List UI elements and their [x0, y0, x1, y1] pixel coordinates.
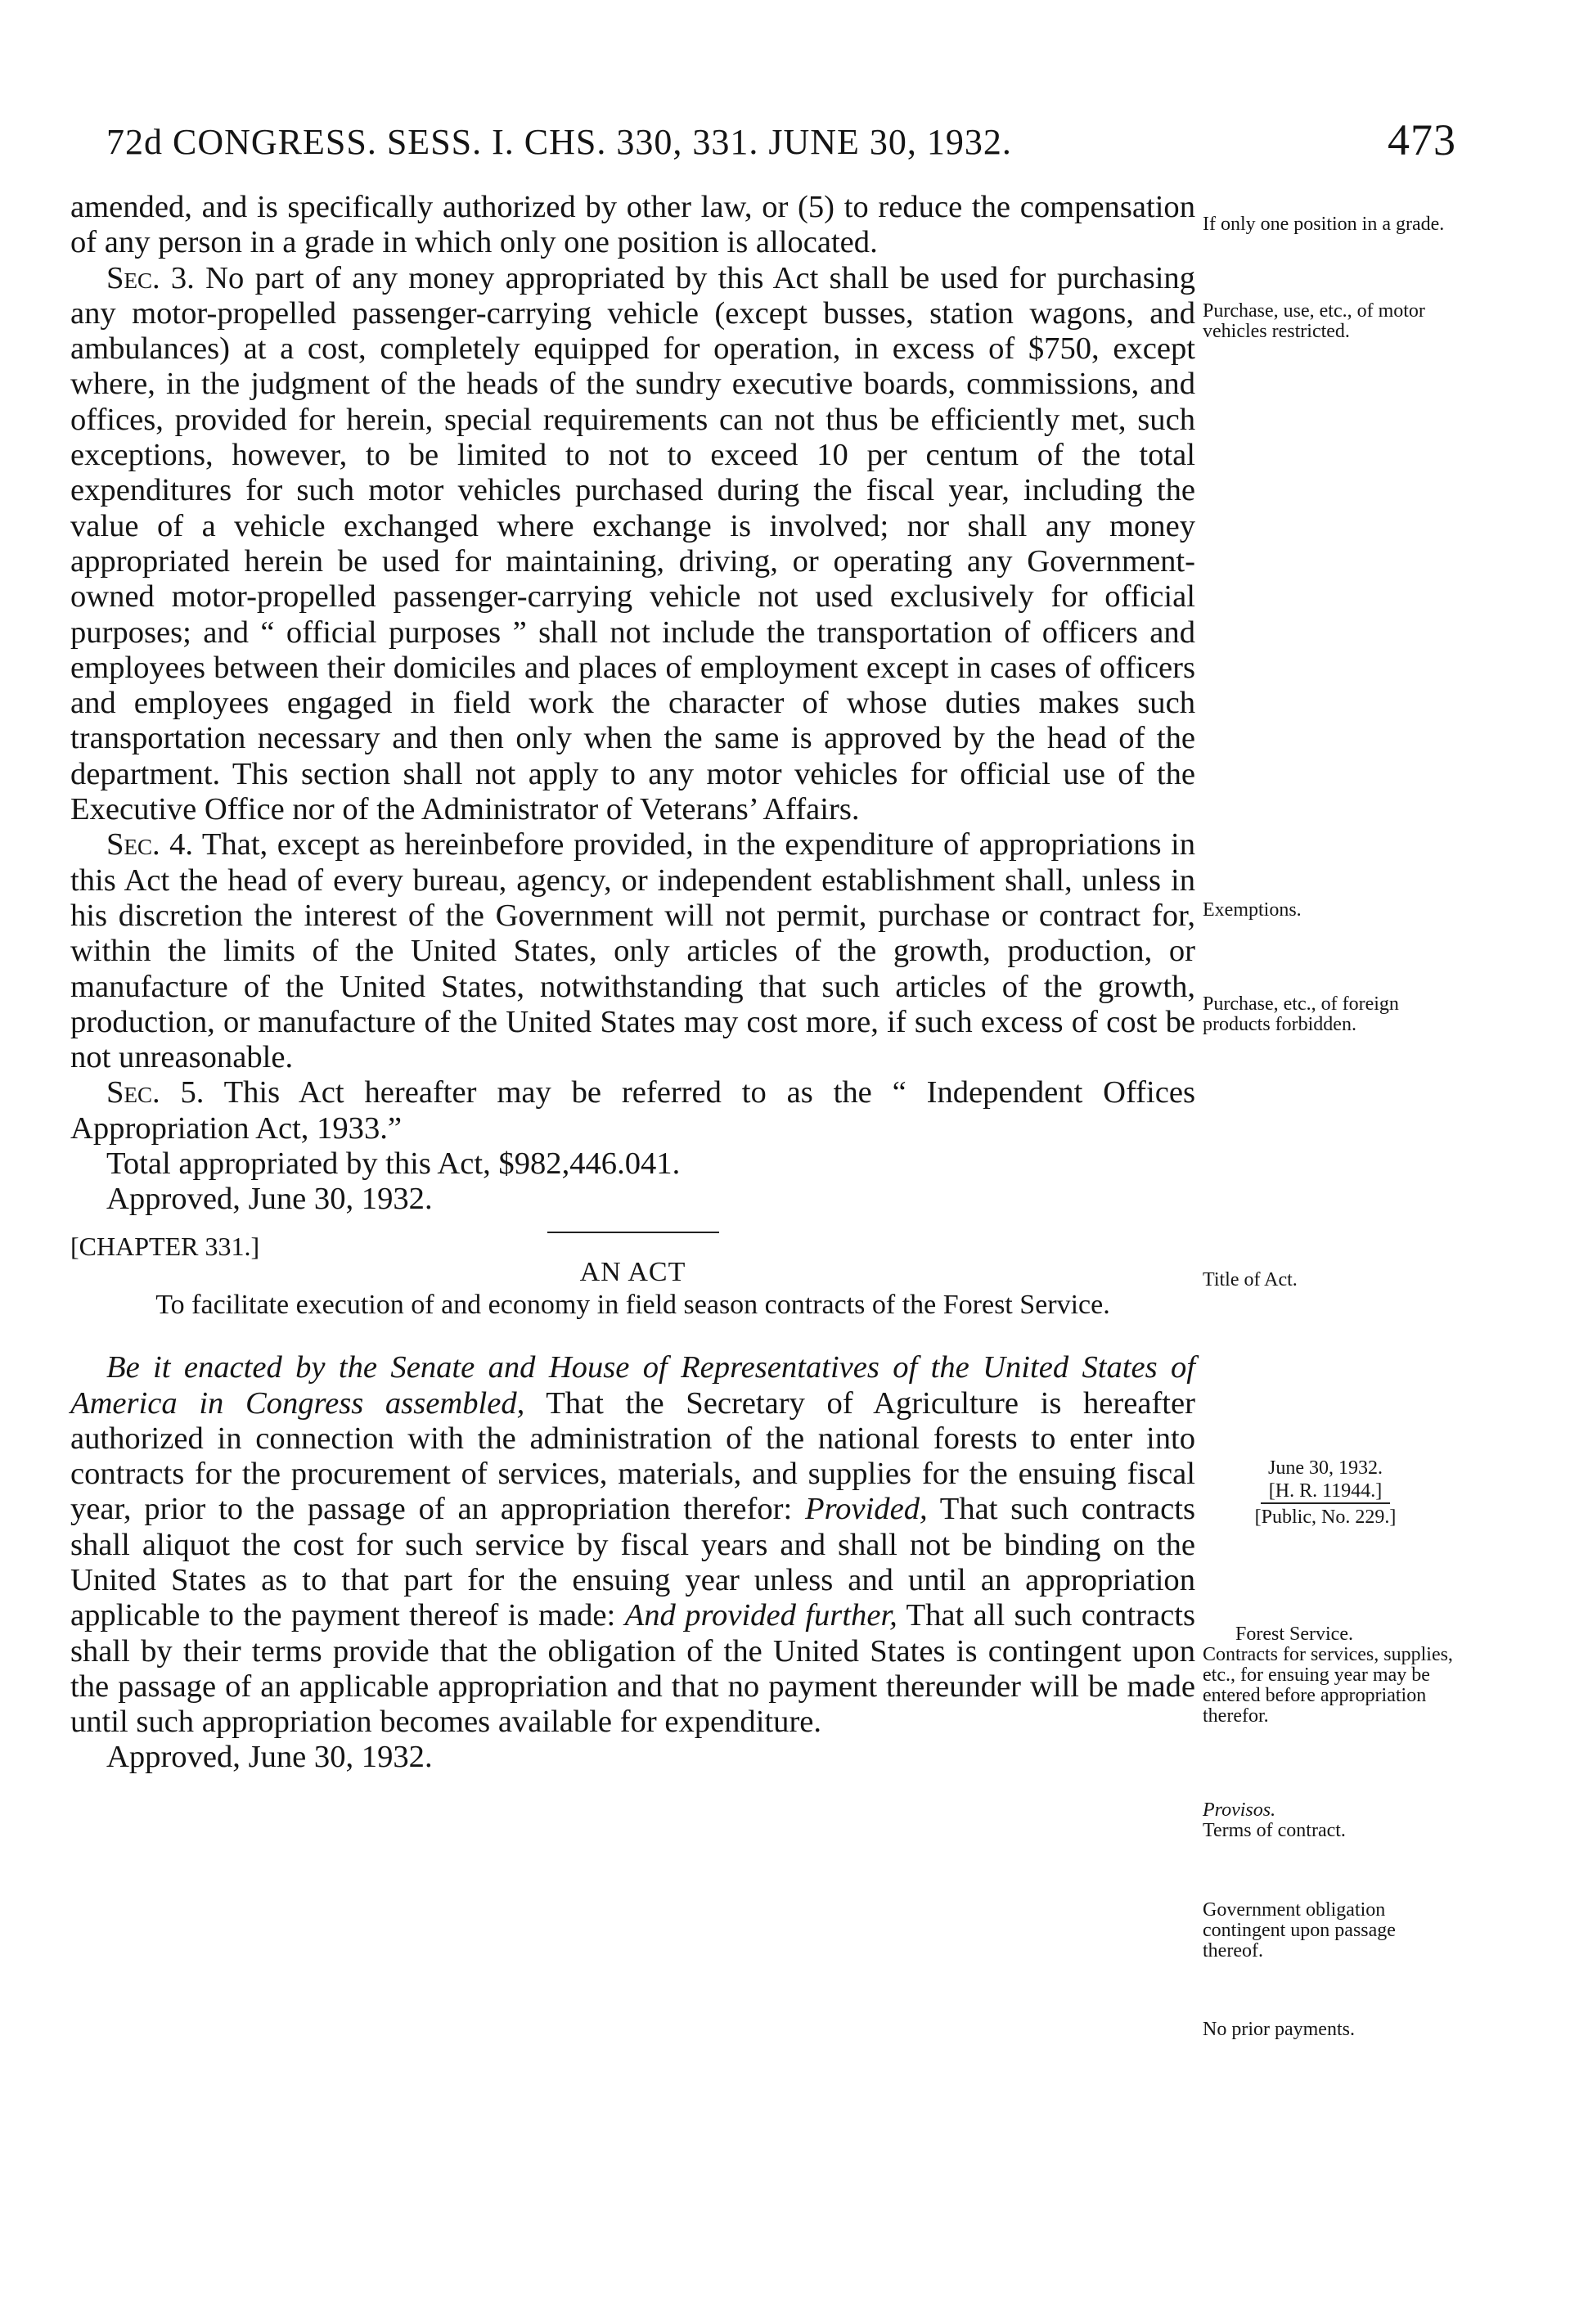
margin-note-exemptions: Exemptions.: [1203, 899, 1302, 921]
enacting-text-2: That such contracts shall aliquot the cost for such service by fiscal years and shall not be binding on the United States as to that part for the ensuing year unless and until an appropriation applicable to the payment thereof is made:: [70, 1492, 1196, 1633]
bill-number-text: [H. R. 11944.]: [1261, 1480, 1390, 1504]
margin-note-government-obligation: Government obligation contingent upon passage thereof.: [1203, 1899, 1396, 1961]
section-3-text: No part of any money appropriated by this Act shall be used for purchasing any motor-propelled passenger-carrying vehicle (except busses, station wagons, and ambulances) at a cost, completely equipped for operation, in excess of $750, except where, in the judgment of the heads of the sundry executive boards, commissions, and offices, provided for herein, special requirements can not thus be efficiently met, such exceptions, however, to be limited to not to exceed 10 per centum of the total expenditures for such motor vehicles purchased during the fiscal year, including the value of a vehicle exchanged where exchange is involved; nor shall any money appropriated herein be used for maintaining, driving, or operating any Government-owned motor-propelled passenger-carrying vehicle not used exclusively for official purposes; and “ official purposes ” shall not include the transportation of officers and employees between their domiciles and places of employment except in cases of officers and employees engaged in field work the character of whose duties makes such transportation necessary and then only when the same is approved by the head of the department. This section shall not apply to any motor vehicles for official use of the Executive Office nor of the Administrator of Veterans’ Affairs.: [70, 260, 1195, 827]
section-5: [70, 1075, 1195, 1146]
approved-date-1: Approved, June 30, 1932.: [106, 1182, 433, 1217]
running-head: 72d CONGRESS. SESS. I. CHS. 330, 331. JUNE 30, 1932.: [106, 122, 1012, 162]
enacting-text-3: That all such contracts shall by their terms provide that the obligation of the United States is contingent upon the passage of an applicable appropriation and that no payment thereunder will be made until such appropriation becomes available for expenditure.: [70, 1598, 1195, 1740]
section-4-text: That, except as hereinbefore provided, in the expenditure of appropriations in this Act the head of every bureau, agency, or independent establishment shall, unless in his discretion the interest of the Government will not permit, purchase or contract for, within the limits of the United States, only articles of the growth, production, or manufacture of the United States, notwithstanding that such articles of the growth, production, or manufacture of the United States may cost more, if such excess of cost be not unreasonable.: [70, 827, 1195, 1075]
margin-note-forest-service: [1203, 1624, 1456, 1727]
act-date: June 30, 1932.: [1268, 1457, 1383, 1479]
margin-note-provisos-text: Terms of contract.: [1203, 1820, 1346, 1841]
margin-note-forest-service-text: Contracts for services, supplies, etc., for ensuing year may be entered before appropriation therefor.: [1203, 1644, 1453, 1727]
paragraph-continuation: amended, and is specifically authorized by other law, or (5) to reduce the compensation of any person in a grade in which only one position is allocated.: [70, 190, 1195, 260]
margin-note-one-position: If only one position in a grade.: [1203, 214, 1445, 235]
act-subtitle: To facilitate execution of and economy in field season contracts of the Forest Service.: [155, 1290, 1110, 1321]
section-4-label: Sec. 4.: [106, 827, 194, 862]
proviso-label: Provided,: [805, 1492, 928, 1527]
running-header: [106, 115, 1456, 180]
section-3-label: Sec. 3.: [106, 260, 195, 295]
margin-note-motor-vehicles: Purchase, use, etc., of motor vehicles restricted.: [1203, 300, 1425, 342]
section-divider: [547, 1232, 719, 1233]
section-5-label: Sec. 5.: [106, 1075, 205, 1110]
margin-note-provisos-title: Provisos.: [1203, 1799, 1276, 1821]
proviso-further-label: And provided further,: [624, 1598, 897, 1633]
margin-note-title-of-act: Title of Act.: [1203, 1269, 1298, 1290]
margin-note-provisos: [1203, 1800, 1456, 1841]
page-number: 473: [1388, 115, 1456, 164]
chapter-heading: [CHAPTER 331.]: [70, 1231, 260, 1261]
margin-note-no-prior-payments: No prior payments.: [1203, 2019, 1355, 2040]
total-appropriated: Total appropriated by this Act, $982,446.041.: [106, 1146, 681, 1182]
section-4: [70, 827, 1195, 1075]
section-3: [70, 261, 1195, 828]
main-text: [70, 190, 1195, 1776]
margin-note-forest-service-title: Forest Service.: [1235, 1624, 1353, 1645]
enacting-text-1: That the Secretary of Agriculture is hereafter authorized in connection with the administration of the national forests to enter into contracts for the procurement of services, materials, and supplies for the ensuing fiscal year, prior to the passage of an appropriation therefor:: [70, 1385, 1195, 1527]
bill-number: [1203, 1480, 1448, 1504]
margin-note-foreign-products: Purchase, etc., of foreign products forbidden.: [1203, 993, 1399, 1035]
enacting-formula: Be it enacted by the Senate and House of Representatives of the United States of America in Congress assembled,: [70, 1350, 1195, 1421]
section-5-text: This Act hereafter may be referred to as the “ Independent Offices Appropriation Act, 1933.”: [70, 1075, 1195, 1146]
act-heading: AN ACT: [579, 1256, 686, 1287]
approved-date-2: Approved, June 30, 1932.: [106, 1740, 433, 1775]
public-law-number: [Public, No. 229.]: [1254, 1507, 1397, 1528]
enacting-clause: [70, 1350, 1195, 1740]
